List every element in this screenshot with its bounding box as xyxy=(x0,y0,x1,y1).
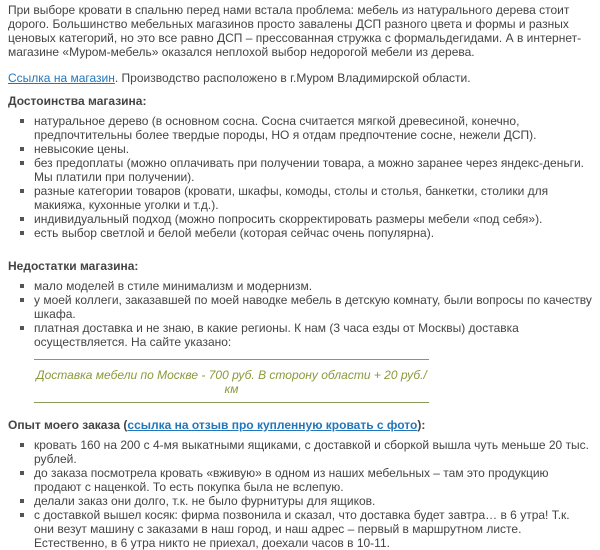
delivery-notice: Доставка мебели по Москве - 700 руб. В сторону области + 20 руб./км xyxy=(34,359,429,403)
shop-paragraph xyxy=(8,71,592,85)
advantages-heading: Достоинства магазина: xyxy=(8,94,147,108)
review-link[interactable]: ссылка на отзыв про купленную кровать с фото xyxy=(127,418,418,432)
list-item: разные категории товаров (кровати, шкафы, комоды, столы и столья, банкетки, столики для макияжа, кухонные уголки и т.д.). xyxy=(34,184,592,212)
advantages-list xyxy=(8,114,592,240)
experience-list xyxy=(8,438,592,550)
list-item: мало моделей в стиле минимализм и модернизм. xyxy=(34,279,592,293)
list-item: индивидуальный подход (можно попросить скорректировать размеры мебели «под себя»). xyxy=(34,212,592,226)
list-item: платная доставка и не знаю, в какие регионы. К нам (3 часа езды от Москвы) доставка осуществляется. На сайте указано: xyxy=(34,321,592,349)
experience-heading-end: ): xyxy=(417,418,426,432)
experience-heading-start: Опыт моего заказа ( xyxy=(8,418,128,432)
list-item: у моей коллеги, заказавшей по моей наводке мебель в детскую комнату, были вопросы по качеству шкафа. xyxy=(34,293,592,321)
disadvantages-heading: Недостатки магазина: xyxy=(8,259,139,273)
list-item: есть выбор светлой и белой мебели (которая сейчас очень популярна). xyxy=(34,226,592,240)
list-item: натуральное дерево (в основном сосна. Сосна считается мягкой древесиной, конечно, предпочтительны более твердые породы, НО я отдам предпочтение сосне, нежели ДСП). xyxy=(34,114,592,142)
list-item: с доставкой вышел косяк: фирма позвонила и сказал, что доставка будет завтра… в 6 утра! Т.к. они везут машину с заказами в наш город, и наш адрес – первый в маршрутном листе. Естественно, в 6 утра никто не приехал, доехали часов в 10-11. xyxy=(34,508,592,550)
experience-heading xyxy=(8,418,592,432)
shop-link[interactable]: Ссылка на магазин xyxy=(8,71,115,85)
shop-location-text: . Производство расположено в г.Муром Владимирской области. xyxy=(114,71,471,85)
disadvantages-list xyxy=(8,279,592,349)
list-item: кровать 160 на 200 с 4-мя выкатными ящиками, с доставкой и сборкой вышла чуть меньше 20 тыс. рублей. xyxy=(34,438,592,466)
list-item: невысокие цены. xyxy=(34,142,592,156)
list-item: без предоплаты (можно оплачивать при получении товара, а можно заранее через яндекс-деньги. Мы платили при получении). xyxy=(34,156,592,184)
list-item: делали заказ они долго, т.к. не было фурнитуры для ящиков. xyxy=(34,494,592,508)
list-item: до заказа посмотрела кровать «вживую» в одном из наших мебельных – там это продукцию продают с наценкой. То есть покупка была не вслепую. xyxy=(34,466,592,494)
intro-paragraph: При выборе кровати в спальню перед нами встала проблема: мебель из натурального дерева стоит дорого. Большинство мебельных магазинов просто завалены ДСП разного цвета и формы и разных ценовых категорий, но это все равно ДСП – прессованная стружка с формальдегидами. А в интернет-магазине «Муром-мебель» оказался неплохой выбор недорогой мебели из дерева. xyxy=(8,3,582,59)
